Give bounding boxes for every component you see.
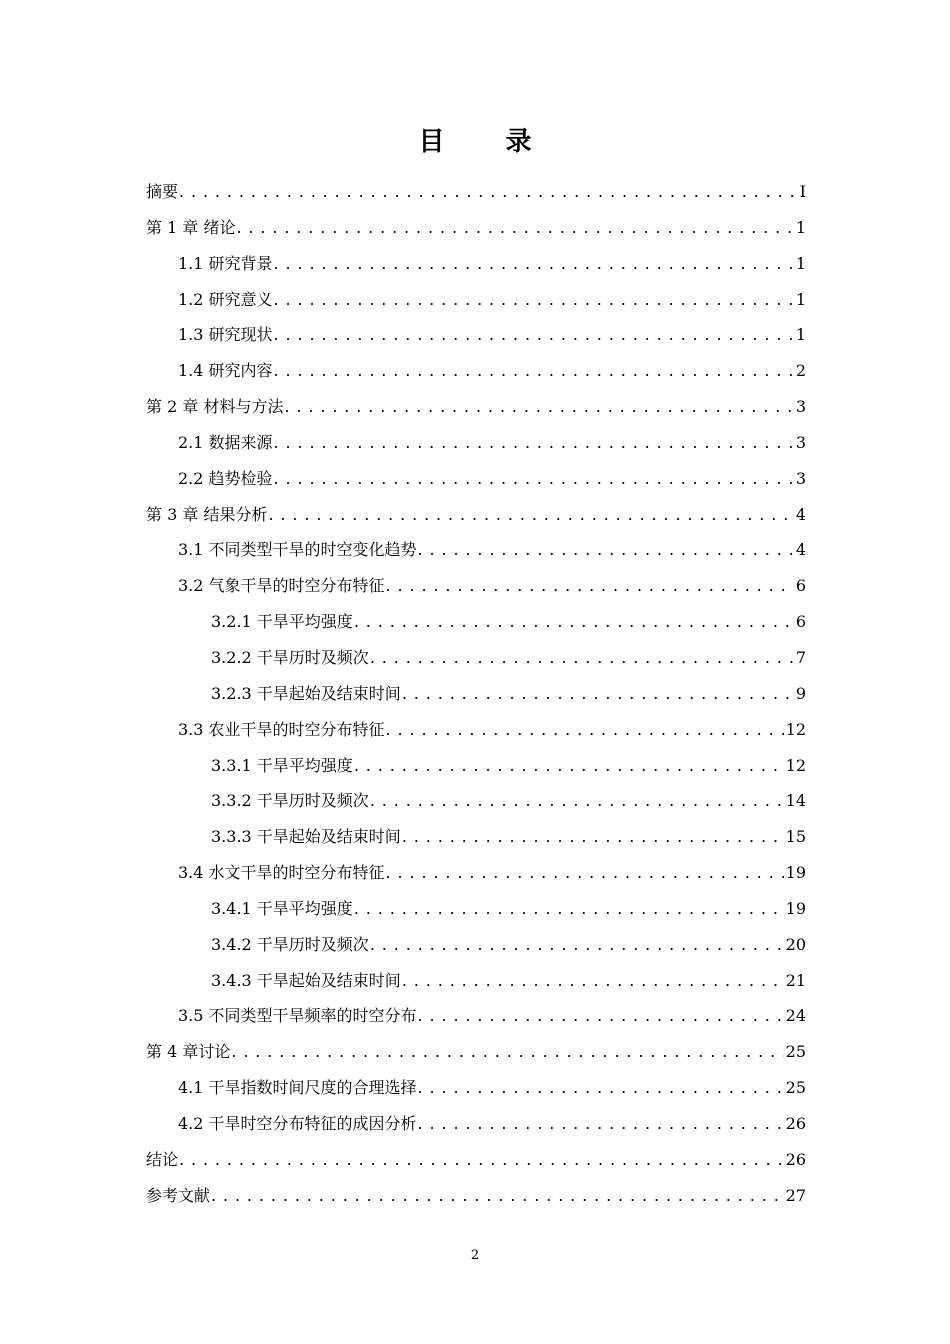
toc-entry-label: 3.4 水文干旱的时空分布特征 <box>178 863 385 883</box>
toc-entry[interactable] <box>146 425 806 461</box>
toc-leader-dots <box>274 282 794 318</box>
toc-entry-page: 24 <box>785 1006 806 1026</box>
toc-entry-label: 1.4 研究内容 <box>178 361 273 381</box>
toc-entry[interactable] <box>146 497 806 533</box>
toc-entry[interactable] <box>146 210 806 246</box>
table-of-contents <box>146 174 806 1213</box>
toc-entry-page: 14 <box>785 791 806 811</box>
toc-entry[interactable] <box>146 353 806 389</box>
toc-entry-page: 26 <box>785 1113 806 1133</box>
toc-entry[interactable] <box>146 712 806 748</box>
toc-entry[interactable] <box>146 640 806 676</box>
toc-entry[interactable] <box>146 532 806 568</box>
toc-entry-label: 第 4 章讨论 <box>146 1042 231 1062</box>
toc-entry-page: 27 <box>785 1185 806 1205</box>
toc-entry-label: 2.1 数据来源 <box>178 432 273 452</box>
toc-entry-page: 15 <box>785 827 806 847</box>
toc-entry[interactable] <box>146 963 806 999</box>
toc-entry-page: 6 <box>795 576 806 596</box>
toc-entry-page: 6 <box>795 612 806 632</box>
toc-leader-dots <box>354 748 784 784</box>
toc-entry-page: 20 <box>785 934 806 954</box>
toc-entry[interactable] <box>146 174 806 210</box>
toc-entry-label: 参考文献 <box>146 1185 211 1205</box>
toc-entry[interactable] <box>146 1070 806 1106</box>
toc-entry-label: 3.4.2 干旱历时及频次 <box>211 934 369 954</box>
toc-entry-page: 3 <box>795 468 806 488</box>
toc-leader-dots <box>386 568 794 604</box>
toc-entry-page: I <box>799 182 806 201</box>
toc-entry-label: 3.2.1 干旱平均强度 <box>211 612 353 632</box>
toc-entry-label: 第 2 章 材料与方法 <box>146 397 284 417</box>
toc-leader-dots <box>370 927 784 963</box>
page-number: 2 <box>470 1248 480 1263</box>
toc-leader-dots <box>274 425 794 461</box>
toc-entry[interactable] <box>146 568 806 604</box>
toc-entry-label: 3.4.3 干旱起始及结束时间 <box>211 970 401 990</box>
toc-entry-page: 3 <box>795 432 806 452</box>
toc-entry-page: 1 <box>795 289 806 309</box>
toc-leader-dots <box>236 210 793 246</box>
toc-entry[interactable] <box>146 317 806 353</box>
toc-entry[interactable] <box>146 282 806 318</box>
toc-entry-label: 1.1 研究背景 <box>178 253 273 273</box>
toc-entry-label: 3.2.2 干旱历时及频次 <box>211 647 369 667</box>
toc-entry-label: 3.4.1 干旱平均强度 <box>211 898 353 918</box>
toc-entry-page: 4 <box>795 540 806 560</box>
toc-leader-dots <box>402 676 794 712</box>
toc-entry-page: 3 <box>795 397 806 417</box>
toc-entry-page: 12 <box>785 719 806 739</box>
toc-leader-dots <box>179 174 798 210</box>
toc-leader-dots <box>211 1178 784 1214</box>
toc-entry-page: 2 <box>795 361 806 381</box>
toc-entry-page: 25 <box>785 1042 806 1062</box>
toc-entry-label: 1.3 研究现状 <box>178 325 273 345</box>
toc-entry[interactable] <box>146 891 806 927</box>
toc-leader-dots <box>231 1034 783 1070</box>
toc-leader-dots <box>179 1142 784 1178</box>
toc-entry-label: 4.2 干旱时空分布特征的成因分析 <box>178 1113 417 1133</box>
toc-entry-label: 3.2 气象干旱的时空分布特征 <box>178 576 385 596</box>
toc-entry-label: 3.5 不同类型干旱频率的时空分布 <box>178 1006 417 1026</box>
toc-leader-dots <box>418 998 784 1034</box>
toc-entry-label: 3.1 不同类型干旱的时空变化趋势 <box>178 540 417 560</box>
toc-entry-page: 1 <box>795 325 806 345</box>
toc-entry[interactable] <box>146 1106 806 1142</box>
toc-leader-dots <box>402 963 784 999</box>
toc-entry-label: 摘要 <box>146 182 179 201</box>
toc-title: 目 录 <box>418 127 558 157</box>
toc-entry-page: 4 <box>795 504 806 524</box>
toc-entry-page: 19 <box>785 898 806 918</box>
toc-leader-dots <box>402 819 784 855</box>
toc-leader-dots <box>418 1070 784 1106</box>
toc-entry[interactable] <box>146 1142 806 1178</box>
toc-leader-dots <box>274 246 794 282</box>
toc-entry-page: 9 <box>795 683 806 703</box>
toc-entry-label: 3.3.1 干旱平均强度 <box>211 755 353 775</box>
toc-entry[interactable] <box>146 819 806 855</box>
toc-entry-page: 7 <box>795 647 806 667</box>
toc-entry-page: 25 <box>785 1078 806 1098</box>
toc-leader-dots <box>370 783 784 819</box>
toc-entry-page: 21 <box>785 970 806 990</box>
toc-entry-label: 2.2 趋势检验 <box>178 468 273 488</box>
toc-entry[interactable] <box>146 604 806 640</box>
toc-entry[interactable] <box>146 389 806 425</box>
toc-leader-dots <box>284 389 793 425</box>
toc-entry[interactable] <box>146 676 806 712</box>
toc-entry-label: 3.3.3 干旱起始及结束时间 <box>211 827 401 847</box>
toc-leader-dots <box>354 891 784 927</box>
toc-leader-dots <box>418 1106 784 1142</box>
toc-leader-dots <box>274 461 794 497</box>
toc-entry[interactable] <box>146 927 806 963</box>
toc-entry-page: 1 <box>795 217 806 237</box>
toc-entry-label: 3.3 农业干旱的时空分布特征 <box>178 719 385 739</box>
toc-entry-label: 结论 <box>146 1149 179 1169</box>
toc-entry[interactable] <box>146 783 806 819</box>
toc-leader-dots <box>268 497 793 533</box>
toc-entry[interactable] <box>146 748 806 784</box>
toc-leader-dots <box>418 532 794 568</box>
toc-leader-dots <box>274 317 794 353</box>
toc-leader-dots <box>386 855 784 891</box>
toc-entry-page: 19 <box>785 863 806 883</box>
toc-leader-dots <box>274 353 794 389</box>
toc-entry-label: 第 3 章 结果分析 <box>146 504 268 524</box>
toc-entry[interactable] <box>146 246 806 282</box>
toc-entry-label: 1.2 研究意义 <box>178 289 273 309</box>
toc-leader-dots <box>386 712 784 748</box>
toc-entry-label: 3.3.2 干旱历时及频次 <box>211 791 369 811</box>
toc-entry-label: 3.2.3 干旱起始及结束时间 <box>211 683 401 703</box>
toc-entry-label: 第 1 章 绪论 <box>146 217 236 237</box>
toc-entry[interactable] <box>146 461 806 497</box>
toc-entry-label: 4.1 干旱指数时间尺度的合理选择 <box>178 1078 417 1098</box>
toc-entry[interactable] <box>146 1178 806 1214</box>
toc-entry-page: 1 <box>795 253 806 273</box>
toc-entry[interactable] <box>146 998 806 1034</box>
toc-entry[interactable] <box>146 1034 806 1070</box>
toc-leader-dots <box>354 604 794 640</box>
toc-entry-page: 12 <box>785 755 806 775</box>
toc-entry[interactable] <box>146 855 806 891</box>
toc-leader-dots <box>370 640 794 676</box>
toc-entry-page: 26 <box>785 1149 806 1169</box>
